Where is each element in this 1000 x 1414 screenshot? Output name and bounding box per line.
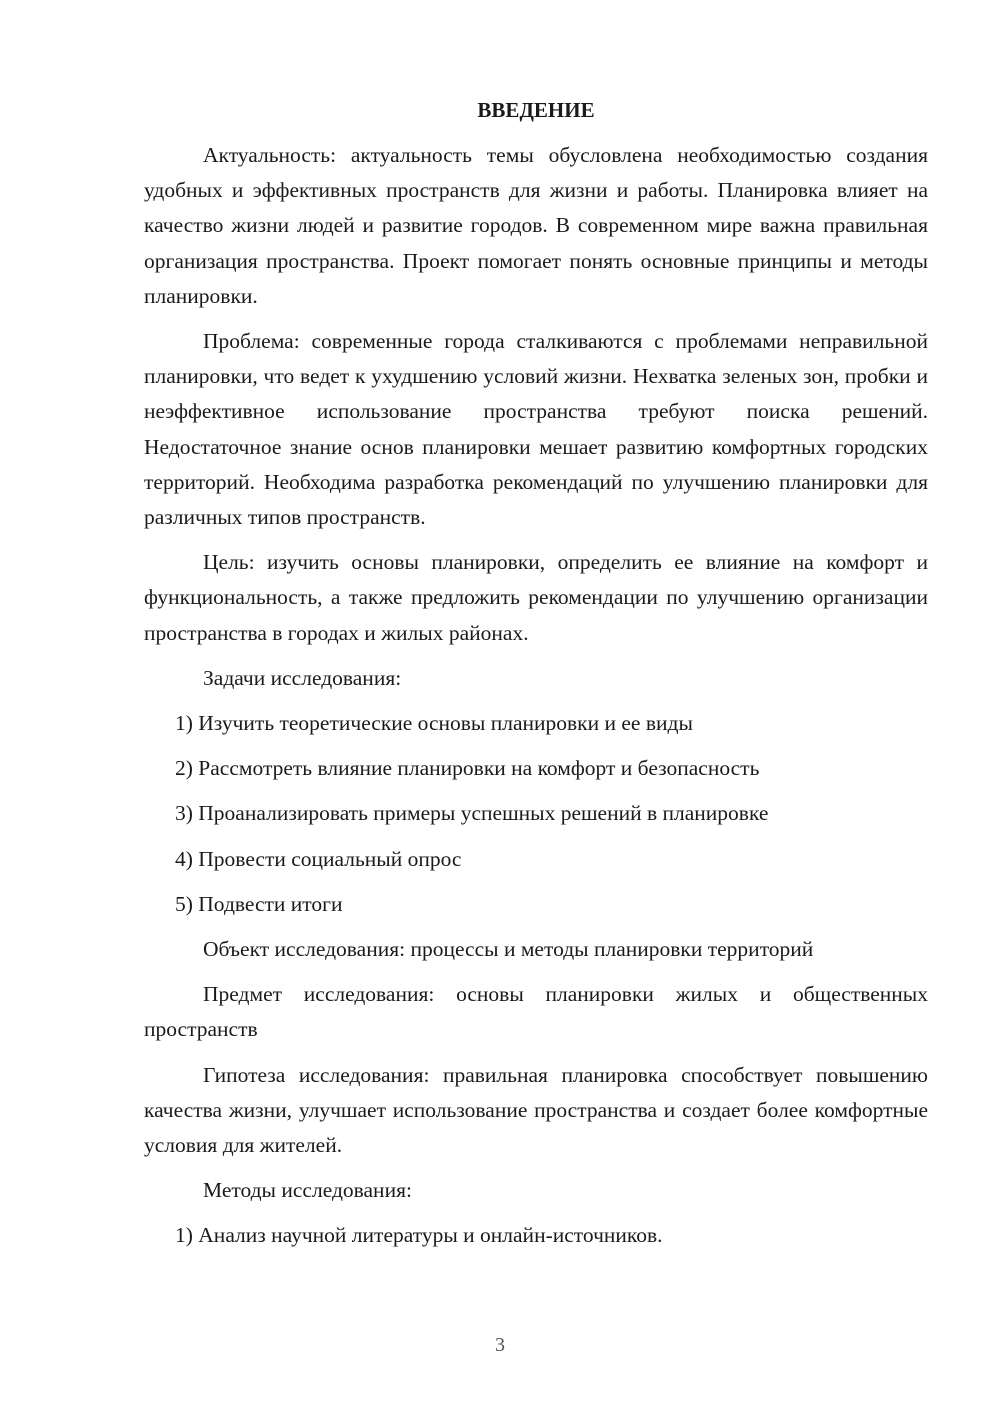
hypothesis-paragraph: Гипотеза исследования: правильная планировка способствует повышению качества жизни, улучшает использование пространства и создает более комфортные условия для жителей. (144, 1062, 928, 1158)
task-item: 1) Изучить теоретические основы планировки и ее виды (175, 711, 693, 736)
tasks-heading: Задачи исследования: (203, 665, 402, 690)
page-content (144, 95, 928, 1264)
problem-paragraph: Проблема: современные города сталкиваются с проблемами неправильной планировки, что ведет к ухудшению условий жизни. Нехватка зеленых зон, пробки и неэффективное использование пространства требуют поиска решений. Недостаточное знание основ планировки мешает развитию комфортных городских территорий. Необходима разработка рекомендаций по улучшению планировки для различных типов пространств. (144, 329, 928, 530)
page-number: 3 (495, 1334, 505, 1356)
goal-paragraph: Цель: изучить основы планировки, определить ее влияние на комфорт и функциональность, а также предложить рекомендации по улучшению организации пространства в городах и жилых районах. (144, 550, 928, 645)
task-item: 5) Подвести итоги (175, 891, 343, 916)
task-item: 4) Провести социальный опрос (175, 846, 462, 871)
task-item: 3) Проанализировать примеры успешных решений в планировке (175, 801, 769, 826)
methods-heading: Методы исследования: (203, 1178, 412, 1203)
task-item: 2) Рассмотреть влияние планировки на комфорт и безопасность (175, 756, 760, 781)
object-paragraph: Объект исследования: процессы и методы планировки территорий (203, 937, 814, 962)
subject-paragraph: Предмет исследования: основы планировки жилых и общественных пространств (144, 982, 928, 1042)
relevance-paragraph: Актуальность: актуальность темы обусловлена необходимостью создания удобных и эффективных пространств для жизни и работы. Планировка влияет на качество жизни людей и развитие городов. В современном мире важна правильная организация пространства. Проект помогает понять основные принципы и методы планировки. (144, 143, 928, 308)
page-title: ВВЕДЕНИЕ (477, 98, 595, 122)
method-item: 1) Анализ научной литературы и онлайн-источников. (175, 1223, 663, 1248)
